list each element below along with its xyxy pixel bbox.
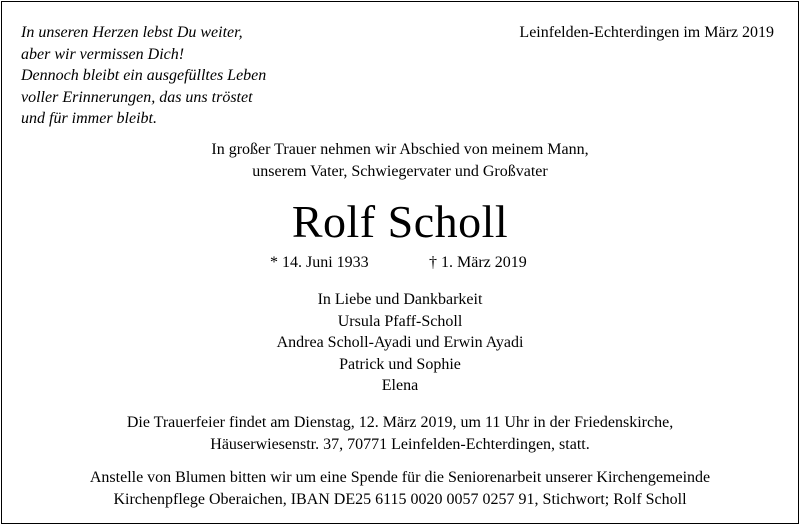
mourners-line: Andrea Scholl-Ayadi und Erwin Ayadi — [276, 334, 524, 351]
memorial-poem — [21, 22, 266, 130]
donation-line: Anstelle von Blumen bitten wir um eine Spende für die Seniorenarbeit unserer Kirchengemeinde — [89, 469, 711, 486]
poem-line: aber wir vermissen Dich! — [21, 45, 185, 63]
mourners-line: Ursula Pfaff-Scholl — [337, 312, 463, 330]
birth-date: * 14. Juni 1933 — [270, 254, 369, 271]
obituary-notice — [1, 1, 799, 524]
deceased-name: Rolf Scholl — [291, 196, 509, 247]
ceremony-line: Die Trauerfeier findet am Dienstag, 12. März 2019, um 11 Uhr in der Friedenskirche, — [126, 414, 674, 431]
mourners-line: Elena — [381, 377, 419, 394]
death-date: † 1. März 2019 — [429, 254, 527, 271]
life-dates — [2, 252, 798, 273]
poem-line: Dennoch bleibt ein ausgefülltes Leben — [21, 67, 267, 84]
poem-line: voller Erinnerungen, das uns tröstet — [21, 88, 253, 106]
mourners-list — [2, 289, 798, 397]
intro-line: unserem Vater, Schwiegervater und Großvater — [252, 162, 548, 180]
donation-request — [2, 467, 798, 510]
funeral-ceremony-info — [2, 412, 798, 455]
mourners-line: In Liebe und Dankbarkeit — [317, 291, 483, 308]
mourners-line: Patrick und Sophie — [339, 355, 461, 373]
poem-line: und für immer bleibt. — [21, 110, 157, 127]
donation-line: Kirchenpflege Oberaichen, IBAN DE25 6115 0020 0057 0257 91, Stichwort; Rolf Scholl — [113, 490, 687, 508]
poem-line: In unseren Herzen lebst Du weiter, — [21, 24, 243, 41]
place-and-date: Leinfelden-Echterdingen im März 2019 — [519, 24, 774, 41]
intro-line: In großer Trauer nehmen wir Abschied von meinem Mann, — [211, 141, 589, 158]
intro-text — [2, 139, 798, 182]
ceremony-line: Häuserwiesenstr. 37, 70771 Leinfelden-Echterdingen, statt. — [210, 435, 590, 453]
